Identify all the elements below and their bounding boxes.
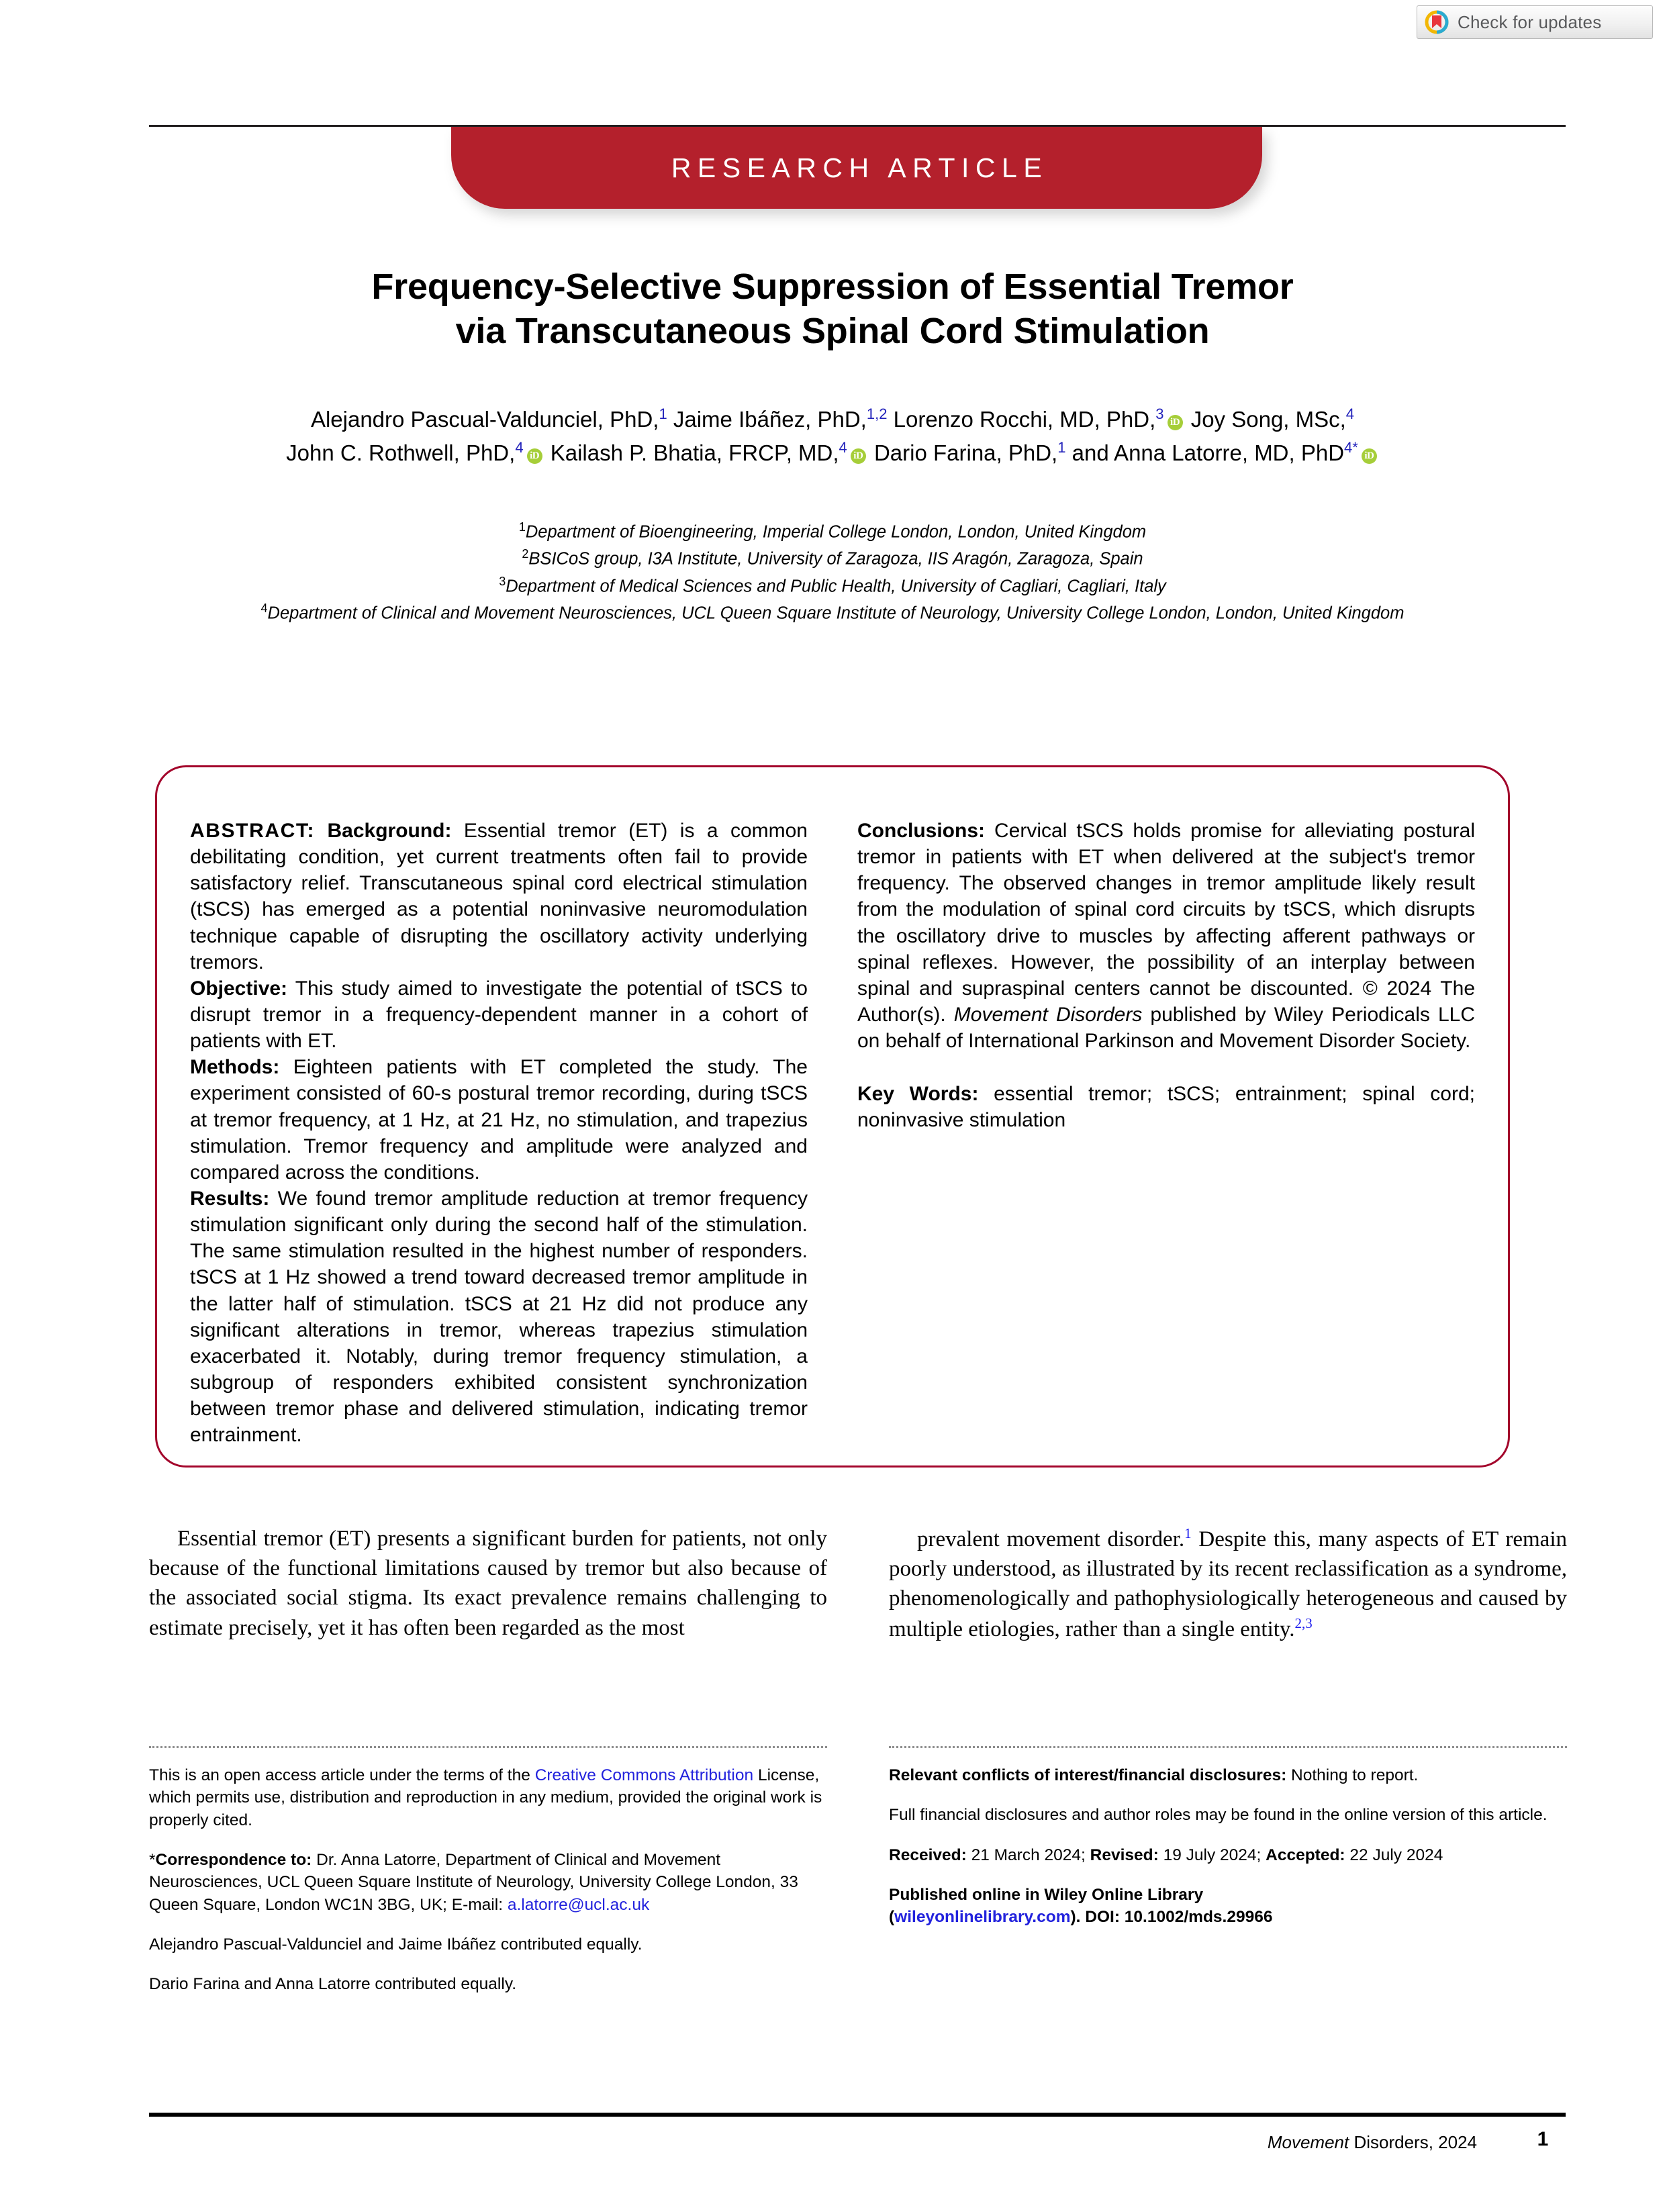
affiliation-item (201, 545, 1464, 572)
check-for-updates-label: Check for updates (1458, 11, 1602, 32)
abstract-objective-label: Objective: (190, 977, 288, 1000)
abstract-methods-label: Methods: (190, 1056, 280, 1079)
abstract-objective-text: This study aimed to investigate the potential of tSCS to disrupt tremor in a frequency-dependent manner in a cohort of patients with ET. (190, 977, 808, 1053)
banner-label: RESEARCH ARTICLE (671, 152, 1049, 183)
revised-value: 19 July 2024; (1158, 1845, 1266, 1864)
license-pre: This is an open access article under the terms of the (149, 1766, 535, 1784)
author-6-affil: 4 (839, 439, 847, 456)
abstract-conclusions-text: Cervical tSCS holds promise for alleviating postural tremor in patients with ET when delivered at the subject's tremor frequency. The observed changes in tremor amplitude likely result from the modulation of spinal cord circuits by tSCS, which disrupts the oscillatory drive to muscles by affecting afferent pathways or spinal reflexes. However, the possibility of an interplay between spinal and supraspinal centers cannot be discounted. © 2024 The Author(s). (857, 820, 1475, 1026)
orcid-icon[interactable]: iD (1168, 415, 1183, 430)
abstract-keywords (857, 1081, 1475, 1133)
affiliation-marker: 4 (260, 601, 268, 615)
keywords-text: essential tremor; tSCS; entrainment; spinal cord; noninvasive stimulation (857, 1083, 1475, 1132)
body-text-mid: Despite this, many aspects of ET remain poorly understood, as illustrated by its recent reclassification as a syndrome, phenomenologically and pathophysiologically heterogeneous and caused by multiple etiologies, rather than a single entity. (889, 1527, 1567, 1641)
author-list (154, 403, 1511, 470)
footer-journal-italic: Movement (1267, 2132, 1349, 2152)
dates-note (889, 1844, 1567, 1866)
affiliations (201, 518, 1464, 626)
check-for-updates-badge[interactable] (1417, 5, 1653, 39)
published-open-paren: ( (889, 1908, 895, 1927)
abstract-column-left (190, 818, 808, 1448)
author-7-affil: 1 (1057, 439, 1066, 456)
correspondence-text: Dr. Anna Latorre, Department of Clinical and Movement Neurosciences, UCL Queen Square Institute of Neurology, University College London, 33 Queen Square, London WC1N 3BG, UK; E-mail: (149, 1850, 798, 1914)
citation-ref[interactable]: 2,3 (1294, 1615, 1313, 1631)
body-text-pre: prevalent movement disorder. (917, 1527, 1185, 1551)
abstract-methods (190, 1054, 808, 1186)
received-label: Received: (889, 1845, 967, 1864)
author-1-affil: 1 (659, 405, 667, 422)
doi-text: ). DOI: 10.1002/mds.29966 (1070, 1908, 1273, 1927)
conflicts-text: Nothing to report. (1286, 1766, 1419, 1784)
footnotes (149, 1764, 1567, 1996)
author-4: Joy Song, MSc, (1184, 407, 1346, 432)
title-line-2: via Transcutaneous Spinal Cord Stimulation (455, 310, 1210, 351)
abstract-conclusions-label: Conclusions: (857, 820, 986, 842)
author-3: Lorenzo Rocchi, MD, PhD, (887, 407, 1156, 432)
equal-contribution-note-2: Dario Farina and Anna Latorre contributed equally. (149, 1975, 517, 1994)
page-title (161, 265, 1504, 354)
published-note (889, 1884, 1567, 1929)
body-column-left (149, 1524, 827, 1644)
affiliation-marker: 1 (518, 520, 526, 534)
page-number: 1 (1537, 2128, 1549, 2150)
correspondence-note (149, 1849, 827, 1916)
body-column-right (889, 1524, 1567, 1644)
abstract-results-label: Results: (190, 1187, 270, 1210)
article-body (149, 1524, 1567, 1644)
footer-journal-rest: Disorders, 2024 (1349, 2132, 1477, 2152)
body-paragraph-1: Essential tremor (ET) presents a significant burden for patients, not only because of the functional limitations caused by tremor but also because of the associated social stigma. Its exact prevalence remains challenging to estimate precisely, yet it has often been regarded as the most (149, 1527, 827, 1640)
affiliation-marker: 2 (522, 547, 529, 561)
conflicts-note (889, 1764, 1567, 1786)
abstract-background (190, 818, 808, 975)
accepted-label: Accepted: (1266, 1845, 1345, 1864)
equal-contribution-note-1: Alejandro Pascual-Valdunciel and Jaime Ibáñez contributed equally. (149, 1935, 643, 1954)
accepted-value: 22 July 2024 (1345, 1845, 1443, 1864)
correspondence-email-link[interactable]: a.latorre@ucl.ac.uk (507, 1895, 650, 1914)
banner-fill (451, 127, 1262, 209)
author-6: Kailash P. Bhatia, FRCP, MD, (544, 440, 839, 466)
license-note (149, 1764, 827, 1831)
author-1: Alejandro Pascual-Valdunciel, PhD, (310, 407, 659, 432)
wiley-online-library-link[interactable]: wileyonlinelibrary.com (894, 1908, 1071, 1927)
affiliation-text: Department of Medical Sciences and Public Health, University of Cagliari, Cagliari, Italy (506, 577, 1166, 595)
footnote-column-left (149, 1764, 827, 1996)
affiliation-text: Department of Bioengineering, Imperial College London, London, United Kingdom (525, 522, 1147, 542)
citation-ref[interactable]: 1 (1184, 1525, 1192, 1541)
author-7: Dario Farina, PhD, (867, 440, 1058, 466)
body-paragraph-2 (889, 1524, 1567, 1644)
author-4-affil: 4 (1345, 405, 1355, 422)
revised-label: Revised: (1090, 1845, 1159, 1864)
abstract-background-text: Essential tremor (ET) is a common debilitating condition, yet current treatments often fail to provide satisfactory relief. Transcutaneous spinal cord electrical stimulation (tSCS) has emerged as a potential noninvasive neuromodulation technique capable of disrupting the oscillatory activity underlying tremors. (190, 820, 808, 973)
research-article-banner (451, 127, 1262, 209)
footnote-column-right (889, 1764, 1567, 1996)
abstract-methods-text: Eighteen patients with ET completed the study. The experiment consisted of 60-s postural tremor recording, during tSCS at tremor frequency, at 1 Hz, at 21 Hz, no stimulation, and trapezius stimulation. Tremor frequency and amplitude were analyzed and compared across the conditions. (190, 1056, 808, 1184)
keywords-label: Key Words: (857, 1083, 979, 1106)
license-link[interactable]: Creative Commons Attribution (534, 1766, 754, 1784)
affiliation-marker: 3 (499, 574, 506, 588)
affiliation-text: Department of Clinical and Movement Neurosciences, UCL Queen Square Institute of Neurology, University College London, London, United Kingdom (267, 604, 1405, 623)
abstract-results (190, 1186, 808, 1448)
author-5-affil: 4 (515, 439, 524, 456)
orcid-icon[interactable]: iD (851, 448, 866, 464)
abstract-lead-label: ABSTRACT: (190, 820, 316, 842)
author-8-affil: 4* (1344, 439, 1358, 456)
author-3-affil: 3 (1155, 405, 1164, 422)
title-line-1: Frequency-Selective Suppression of Essential Tremor (371, 267, 1294, 307)
abstract-objective (190, 975, 808, 1054)
author-2-affil: 1,2 (866, 405, 888, 422)
affiliation-item (201, 518, 1464, 545)
footer-journal (1074, 2132, 1477, 2153)
abstract-background-label: Background: (327, 820, 452, 842)
abstract-results-text: We found tremor amplitude reduction at tremor frequency stimulation significant only during the second half of the stimulation. The same stimulation resulted in the highest number of responders. tSCS at 1 Hz showed a trend toward decreased tremor amplitude in the latter half of stimulation. tSCS at 21 Hz did not produce any significant alterations in tremor, whereas trapezius stimulation exacerbated it. Notably, during tremor frequency stimulation, a subgroup of responders exhibited consistent synchronization between tremor phase and delivered stimulation, indicating tremor entrainment. (190, 1187, 808, 1447)
author-5: John C. Rothwell, PhD, (286, 440, 516, 466)
correspondence-star: * (149, 1850, 156, 1869)
crossmark-icon (1424, 9, 1449, 35)
abstract-conclusions (857, 818, 1475, 1054)
affiliation-item (201, 573, 1464, 599)
abstract-conclusions-tail: published by Wiley Periodicals LLC on behalf of International Parkinson and Movement Disorder Society. (857, 1003, 1475, 1053)
received-value: 21 March 2024; (966, 1845, 1090, 1864)
abstract-column-right (857, 818, 1475, 1448)
footnote-separator-right (889, 1746, 1567, 1748)
conflicts-label: Relevant conflicts of interest/financial disclosures: (889, 1766, 1287, 1784)
published-line-1: Published online in Wiley Online Library (889, 1885, 1204, 1904)
abstract-content (190, 818, 1475, 1448)
correspondence-label: Correspondence to: (155, 1850, 312, 1869)
abstract-journal-name: Movement Disorders (953, 1003, 1143, 1026)
full-disclosures-note: Full financial disclosures and author roles may be found in the online version of this article. (889, 1806, 1548, 1825)
orcid-icon[interactable]: iD (1362, 448, 1377, 464)
footnote-separator-left (149, 1746, 827, 1748)
orcid-icon[interactable]: iD (527, 448, 542, 464)
author-8: and Anna Latorre, MD, PhD (1065, 440, 1345, 466)
affiliation-item (201, 599, 1464, 626)
footer-rule (149, 2113, 1566, 2117)
license-post: License, which permits use, distribution and reproduction in any medium, provided the original work is properly cited. (149, 1766, 822, 1829)
author-2: Jaime Ibáñez, PhD, (667, 407, 867, 432)
affiliation-text: BSICoS group, I3A Institute, University of Zaragoza, IIS Aragón, Zaragoza, Spain (528, 549, 1143, 569)
